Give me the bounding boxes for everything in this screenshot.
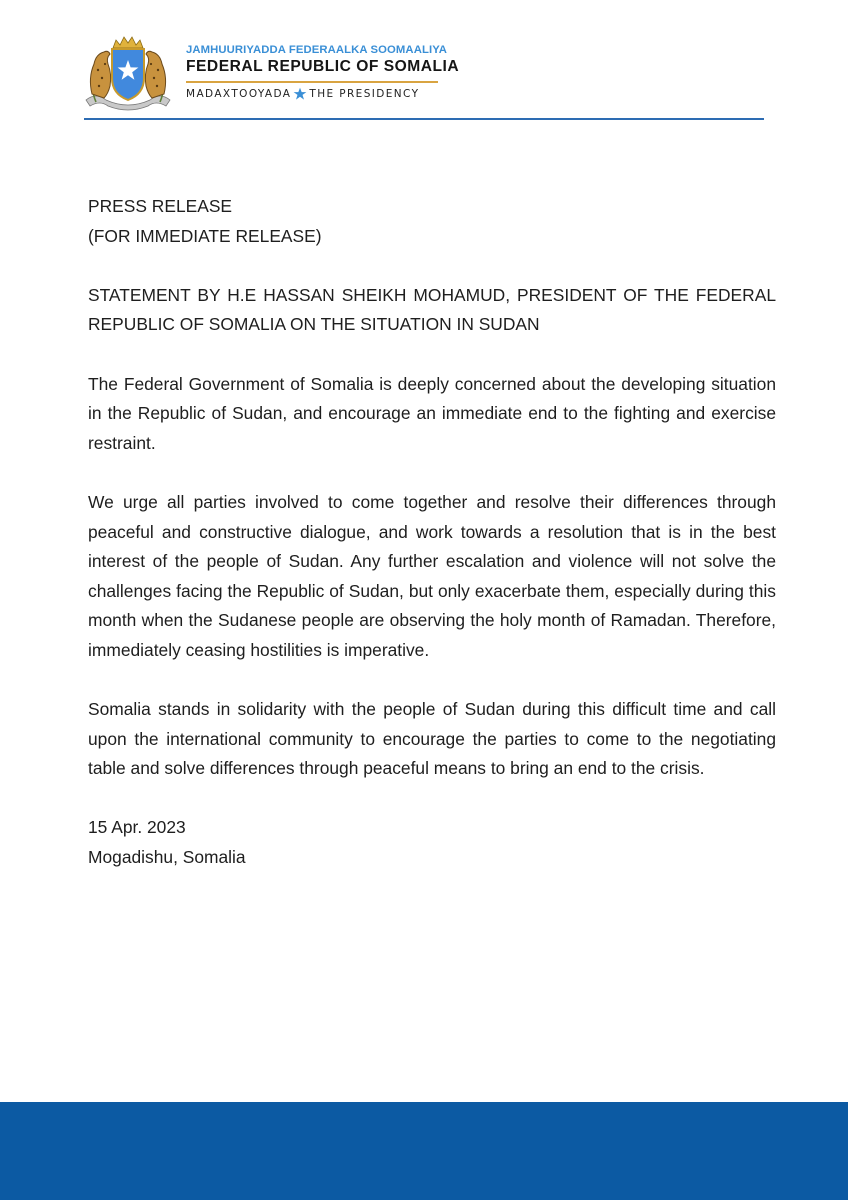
release-subheading: (FOR IMMEDIATE RELEASE) bbox=[88, 225, 322, 246]
statement-title: STATEMENT BY H.E HASSAN SHEIKH MOHAMUD, PRESIDENT OF THE FEDERAL REPUBLIC OF SOMALIA ON THE SITUATION IN SUDAN bbox=[88, 284, 776, 335]
subtitle-somali: MADAXTOOYADA bbox=[186, 87, 292, 100]
letterhead bbox=[82, 34, 772, 114]
subtitle-english: THE PRESIDENCY bbox=[309, 87, 420, 100]
somali-title: JAMHUURIYADDA FEDERAALKA SOOMAALIYA bbox=[186, 44, 448, 56]
release-heading: PRESS RELEASE bbox=[88, 196, 233, 216]
english-title: FEDERAL REPUBLIC OF SOMALIA bbox=[186, 58, 460, 75]
star-icon bbox=[293, 87, 307, 101]
gold-divider bbox=[186, 81, 438, 83]
body-paragraph: Somalia stands in solidarity with the people of Sudan during this difficult time and call upon the international community to encourage the parties to come to the negotiating table and solve differences through peaceful means to bring an end to the crisis. bbox=[88, 699, 776, 779]
body-paragraph: We urge all parties involved to come together and resolve their differences through peaceful and constructive dialogue, and work towards a resolution that is in the best interest of the people of Sudan. Any further escalation and violence will not solve the challenges facing the Republic of Sudan, but only exacerbate them, especially during this month when the Sudanese people are observing the holy month of Ramadan. Therefore, immediately ceasing hostilities is imperative. bbox=[88, 491, 776, 660]
release-place: Mogadishu, Somalia bbox=[88, 847, 246, 868]
footer-band bbox=[0, 1102, 848, 1200]
presidency-subtitle bbox=[186, 87, 476, 101]
release-date: 15 Apr. 2023 bbox=[88, 817, 186, 838]
header-divider bbox=[84, 118, 764, 120]
body-paragraph: The Federal Government of Somalia is deeply concerned about the developing situation in the Republic of Sudan, and encourage an immediate end to the fighting and exercise restraint. bbox=[88, 373, 776, 453]
press-release-body bbox=[88, 192, 776, 873]
somalia-coat-of-arms-icon bbox=[82, 34, 174, 114]
